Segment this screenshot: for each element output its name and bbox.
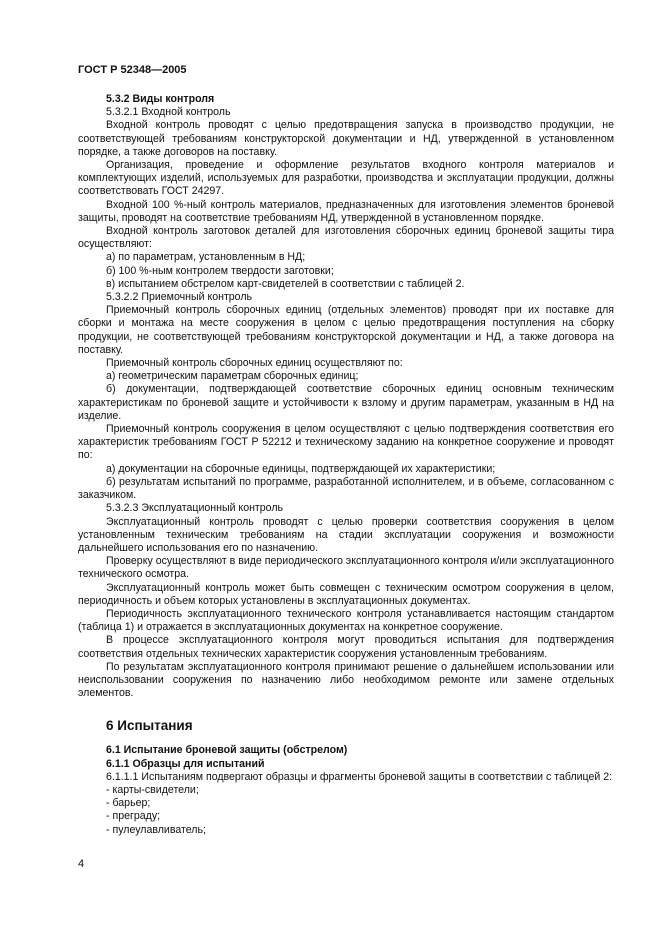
document-body — [78, 93, 614, 837]
paragraph: Приемочный контроль сборочных единиц осуществляют по: — [106, 357, 403, 370]
paragraph: Организация, проведение и оформление результатов входного контроля материалов и комплектующих изделий, используемых для разработки, производства и эксплуатации продукции, должны соответствовать ГОСТ 24297. — [78, 159, 614, 198]
paragraph: Периодичность эксплуатационного технического контроля устанавливается настоящим стандартом (таблица 1) и отражается в эксплуатационных документах на конкретное сооружение. — [78, 607, 614, 634]
paragraph: Эксплуатационный контроль может быть совмещен с техническим осмотром сооружения в целом, периодичность и объем которых установлены в эксплуатационных документах. — [78, 581, 614, 607]
paragraph: 6.1.1.1 Испытаниям подвергают образцы и фрагменты броневой защиты в соответствии с таблицей 2: — [106, 770, 613, 783]
clause-heading: 6.1 Испытание броневой защиты (обстрелом) — [106, 744, 348, 757]
dash-list-item: - барьер; — [106, 797, 151, 810]
list-item: а) по параметрам, установленным в НД; — [106, 251, 306, 264]
list-item: а) документации на сборочные единицы, подтверждающей их характеристики; — [106, 462, 496, 475]
paragraph: В процессе эксплуатационного контроля могут проводиться испытания для подтверждения соответствия отдельных технических характеристик сооружения установленным требованиям. — [78, 634, 614, 660]
paragraph: По результатам эксплуатационного контроля принимают решение о дальнейшем использовании или неиспользовании сооружения по назначению либо необходимом ремонте или замене отдельных элементов. — [78, 660, 614, 700]
list-item: в) испытанием обстрелом карт-свидетелей в соответствии с таблицей 2. — [106, 277, 465, 290]
document-header: ГОСТ Р 52348—2005 — [78, 64, 187, 76]
list-item: б) 100 %-ным контролем твердости заготовки; — [106, 264, 334, 277]
dash-list-item: - пулеулавливатель; — [106, 823, 206, 836]
clause-heading: 6.1.1 Образцы для испытаний — [106, 757, 265, 770]
dash-list-item: - преграду; — [106, 810, 161, 823]
section-heading: 6 Испытания — [106, 718, 193, 734]
paragraph: Эксплуатационный контроль проводят с целью проверки соответствия сооружения в целом установленным техническим требованиям на стадии эксплуатации сооружения и возможности дальнейшего использования его по назначению. — [78, 515, 614, 554]
paragraph: Входной контроль заготовок деталей для изготовления сборочных единиц броневой защиты тира осуществляют: — [78, 225, 614, 251]
subclause-heading: 5.3.2.1 Входной контроль — [106, 106, 231, 119]
list-item-wrapped: б) документации, подтверждающей соответствие сборочных единиц основным техническим характеристикам по броневой защите и устойчивости к взлому и другим параметрам, указанным в НД на изделие. — [78, 383, 614, 422]
clause-heading: 5.3.2 Виды контроля — [106, 93, 215, 105]
paragraph: Проверку осуществляют в виде периодического эксплуатационного контроля и/или эксплуатационного технического осмотра. — [78, 555, 614, 581]
paragraph: Входной 100 %-ный контроль материалов, предназначенных для изготовления элементов броневой защиты, проводят на соответствие требованиям НД, утвержденной в установленном порядке. — [78, 198, 614, 224]
subclause-heading: 5.3.2.2 Приемочный контроль — [106, 291, 253, 304]
list-item-wrapped: б) результатам испытаний по программе, разработанной исполнителем, и в объеме, согласованном с заказчиком. — [78, 475, 614, 502]
list-item: а) геометрическим параметрам сборочных единиц; — [106, 370, 359, 383]
paragraph: Приемочный контроль сборочных единиц (отдельных элементов) проводят при их поставке для сборки и монтажа на месте сооружения в целом с целью предотвращения поступления на сборку продукции, не соответствующей требованиям конструкторской документации и НД, а также договора на поставку. — [78, 304, 614, 356]
page-number: 4 — [78, 858, 85, 870]
dash-list-item: - карты-свидетели; — [106, 783, 199, 796]
paragraph: Входной контроль проводят с целью предотвращения запуска в производство продукции, не соответствующей требованиям конструкторской документации и НД, утвержденной в установленном порядке, а также договоров на поставку. — [78, 119, 614, 158]
paragraph: Приемочный контроль сооружения в целом осуществляют с целью подтверждения соответствия его характеристик требованиям ГОСТ Р 52212 и техническому заданию на конкретное сооружение и проводят по: — [78, 423, 614, 462]
subclause-heading: 5.3.2.3 Эксплуатационный контроль — [106, 502, 284, 515]
